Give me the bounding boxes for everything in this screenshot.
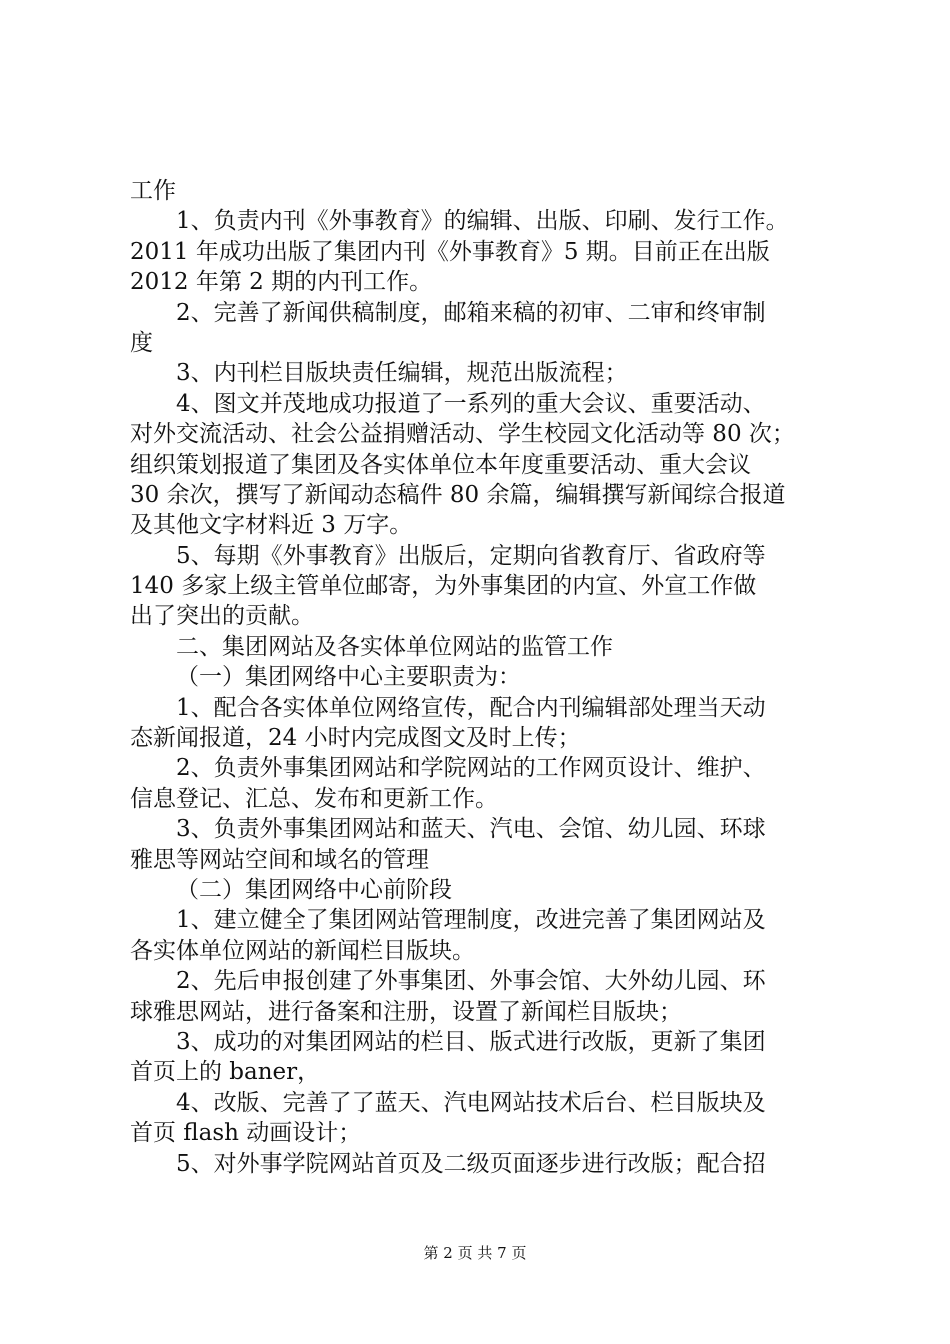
body-line: 5、每期《外事教育》出版后，定期向省教育厅、省政府等 — [176, 542, 766, 569]
body-line: 信息登记、汇总、发布和更新工作。 — [130, 785, 498, 812]
page-footer: 第 2 页 共 7 页 — [423, 1244, 527, 1262]
body-line: 雅思等网站空间和域名的管理 — [130, 846, 429, 873]
body-line: （一）集团网络中心主要职责为： — [176, 664, 521, 691]
body-line: 1、配合各实体单位网络宣传，配合内刊编辑部处理当天动 — [176, 694, 766, 721]
body-line: 二、集团网站及各实体单位网站的监管工作 — [176, 633, 613, 660]
document-body — [130, 176, 830, 1179]
body-line: 1、建立健全了集团网站管理制度，改进完善了集团网站及 — [176, 907, 766, 934]
body-line: 及其他文字材料近 3 万字。 — [130, 512, 413, 539]
body-line: 对外交流活动、社会公益捐赠活动、学生校园文化活动等 80 次； — [130, 421, 795, 448]
body-line: 组织策划报道了集团及各实体单位本年度重要活动、重大会议 — [130, 451, 751, 478]
body-line: 3、负责外事集团网站和蓝天、汽电、会馆、幼儿园、环球 — [176, 816, 766, 843]
body-line: 2、先后申报创建了外事集团、外事会馆、大外幼儿园、环 — [176, 968, 766, 995]
body-line: 首页 flash 动画设计； — [130, 1120, 362, 1147]
body-line: 3、内刊栏目版块责任编辑，规范出版流程； — [176, 360, 628, 387]
body-line: 各实体单位网站的新闻栏目版块。 — [130, 937, 475, 964]
body-line: 3、成功的对集团网站的栏目、版式进行改版，更新了集团 — [176, 1028, 766, 1055]
body-line: 2、完善了新闻供稿制度，邮箱来稿的初审、二审和终审制 — [176, 299, 766, 326]
body-line: 30 余次，撰写了新闻动态稿件 80 余篇，编辑撰写新闻综合报道 — [130, 481, 786, 508]
body-line: 态新闻报道，24 小时内完成图文及时上传； — [130, 725, 581, 752]
body-line: 2012 年第 2 期的内刊工作。 — [130, 269, 433, 296]
body-line: 1、负责内刊《外事教育》的编辑、出版、印刷、发行工作。 — [176, 208, 789, 235]
body-line: 出了突出的贡献。 — [130, 603, 314, 630]
body-line: 度 — [130, 329, 153, 356]
body-line: 2011 年成功出版了集团内刊《外事教育》5 期。目前正在出版 — [130, 238, 770, 265]
body-line: 4、改版、完善了了蓝天、汽电网站技术后台、栏目版块及 — [176, 1089, 766, 1116]
body-line: （二）集团网络中心前阶段 — [176, 876, 452, 903]
body-line: 2、负责外事集团网站和学院网站的工作网页设计、维护、 — [176, 755, 766, 782]
body-line: 4、图文并茂地成功报道了一系列的重大会议、重要活动、 — [176, 390, 766, 417]
body-line: 工作 — [130, 178, 176, 204]
body-line: 球雅思网站，进行备案和注册，设置了新闻栏目版块； — [130, 998, 682, 1025]
body-line: 首页上的 baner， — [130, 1059, 321, 1086]
body-line: 140 多家上级主管单位邮寄，为外事集团的内宣、外宣工作做 — [130, 573, 757, 600]
body-line: 5、对外事学院网站首页及二级页面逐步进行改版；配合招 — [176, 1150, 766, 1177]
